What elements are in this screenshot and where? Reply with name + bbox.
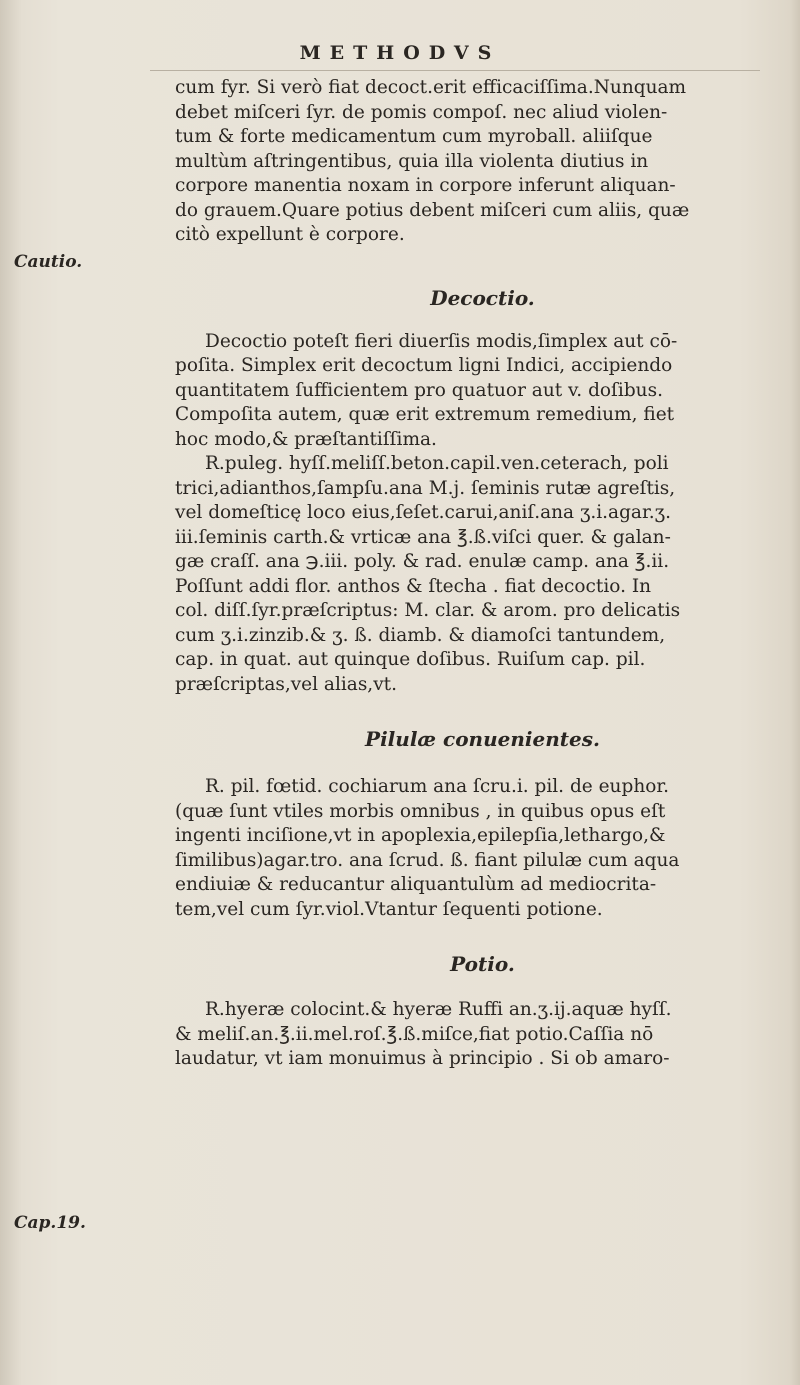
text-line: tum & forte medicamentum cum myroball. aliiſque (175, 126, 653, 147)
text-line: cap. in quat. aut quinque doſibus. Ruiſum cap. pil. (175, 649, 646, 670)
text-line: tem,vel cum ſyr.viol.Vtantur ſequenti potione. (175, 898, 603, 920)
text-line: cum fyr. Si verò fiat decoct.erit efficaciſſima.Nunquam (175, 77, 687, 98)
text-line: ingenti inciſione,vt in apoplexia,epilepſia,lethargo,& (175, 825, 666, 846)
paragraph-recipe (175, 452, 790, 697)
running-head: METHODVS (299, 42, 501, 64)
section-heading-potio: Potio. (450, 952, 515, 976)
text-line: R.hyeræ colocint.& hyeræ Ruffi an.ʒ.ij.aquæ hyſſ. (205, 999, 672, 1020)
text-line: col. diſſ.ſyr.præſcriptus: M. clar. & arom. pro delicatis (175, 600, 681, 621)
text-line: Compoſita autem, quæ erit extremum remedium, fiet (175, 404, 675, 425)
text-line: iii.ſeminis carth.& vrticæ ana ℥.ß.viſci quer. & galan- (175, 526, 671, 548)
text-line: præſcriptas,vel alias,vt. (175, 673, 397, 695)
page-body (175, 76, 790, 1072)
text-line: cum ʒ.i.zinzib.& ʒ. ß. diamb. & diamoſci tantundem, (175, 624, 666, 646)
text-line: hoc modo,& præſtantiſſima. (175, 428, 437, 450)
header-rule (150, 70, 760, 71)
section-heading-decoctio: Decoctio. (430, 285, 535, 310)
margin-note-cautio: Cautio. (14, 252, 83, 272)
text-line: multùm aſtringentibus, quia illa violenta diutius in (175, 150, 649, 172)
text-line: & meliſ.an.℥.ii.mel.roſ.℥.ß.miſce,fiat potio.Caſſia nō (175, 1023, 654, 1045)
text-line: Decoctio poteſt fieri diuerſis modis,ſimplex aut cō- (205, 330, 678, 352)
paragraph-pilulae (175, 775, 790, 922)
text-line: R. pil. fœtid. cochiarum ana ſcru.i. pil. de euphor. (205, 776, 670, 797)
text-line: R.puleg. hyſſ.meliſſ.beton.capil.ven.ceterach, poli (205, 453, 669, 474)
text-line: laudatur, vt iam monuimus à principio . Si ob amaro- (175, 1048, 670, 1069)
text-line: debet miſceri ſyr. de pomis compoſ. nec aliud violen- (175, 101, 668, 123)
text-line: do grauem.Quare potius debent miſceri cum aliis, quæ (175, 199, 690, 221)
section-heading-pilulae: Pilulæ conuenientes. (365, 727, 600, 751)
text-line: poſita. Simplex erit decoctum ligni Indici, accipiendo (175, 355, 673, 376)
text-line: gæ craſſ. ana ℈.iii. poly. & rad. enulæ camp. ana ℥.ii. (175, 551, 670, 572)
paragraph-potio (175, 998, 790, 1072)
text-line: endiuiæ & reducantur aliquantulùm ad mediocrita- (175, 874, 657, 895)
text-line: citò expellunt è corpore. (175, 224, 405, 245)
paragraph-decoctio (175, 330, 790, 453)
text-line: vel domeſticę loco eius,ſeſet.carui,aniſ.ana ʒ.i.agar.ʒ. (175, 502, 671, 523)
margin-note-chapter: Cap.19. (14, 1213, 86, 1233)
text-line: Poſſunt addi flor. anthos & ſtecha . fiat decoctio. In (175, 575, 652, 597)
paragraph-intro (175, 76, 790, 248)
text-line: ſimilibus)agar.tro. ana ſcrud. ß. fiant pilulæ cum aqua (175, 849, 680, 871)
text-line: (quæ ſunt vtiles morbis omnibus , in quibus opus eſt (175, 800, 666, 822)
text-line: trici,adianthos,ſampſu.ana M.j. ſeminis rutæ agreſtis, (175, 477, 676, 499)
text-line: quantitatem ſufficientem pro quatuor aut v. doſibus. (175, 379, 663, 401)
text-line: corpore manentia noxam in corpore inferunt aliquan- (175, 175, 676, 196)
